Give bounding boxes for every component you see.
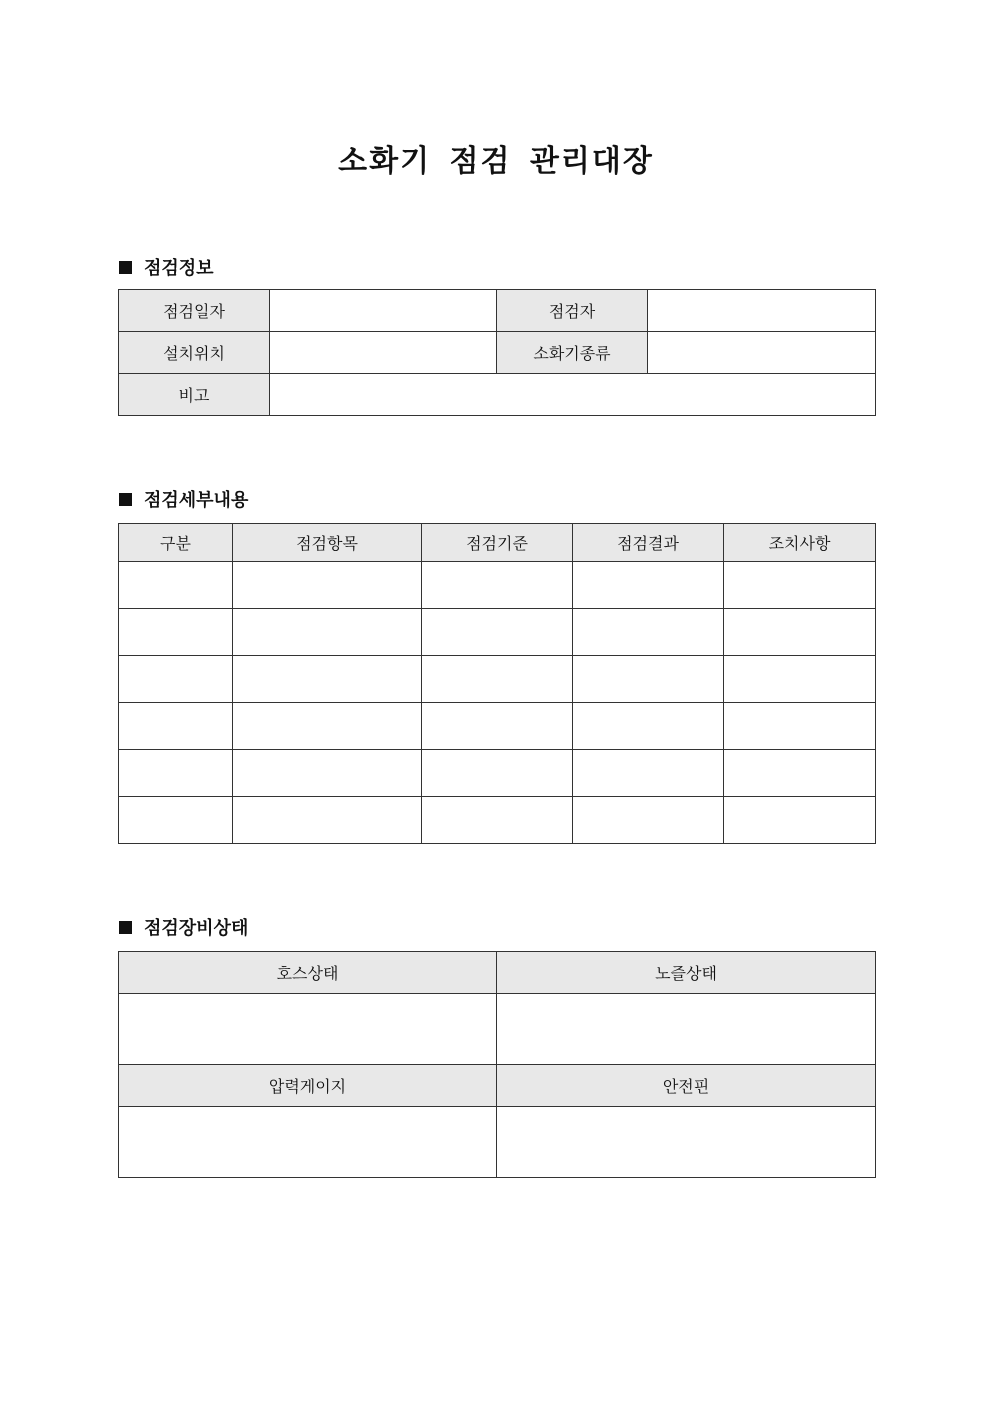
table-cell[interactable] [233, 562, 422, 609]
column-header-category: 구분 [119, 524, 233, 562]
inspection-info-table [118, 289, 876, 416]
label-inspector: 점검자 [497, 290, 648, 332]
table-cell[interactable] [233, 750, 422, 797]
table-cell[interactable] [422, 609, 573, 656]
label-extinguisher-type: 소화기종류 [497, 332, 648, 374]
table-cell[interactable] [422, 797, 573, 844]
table-cell[interactable] [724, 656, 876, 703]
table-cell[interactable] [422, 703, 573, 750]
table-row [119, 797, 876, 844]
table-cell[interactable] [573, 609, 724, 656]
table-cell[interactable] [119, 797, 233, 844]
table-cell[interactable] [119, 562, 233, 609]
table-cell[interactable] [724, 703, 876, 750]
table-cell[interactable] [119, 609, 233, 656]
label-safety-pin: 안전핀 [497, 1065, 876, 1107]
column-header-item: 점검항목 [233, 524, 422, 562]
field-pressure-gauge[interactable] [119, 1107, 497, 1178]
square-bullet-icon [119, 921, 132, 934]
column-header-action: 조치사항 [724, 524, 876, 562]
field-hose-status[interactable] [119, 994, 497, 1065]
section-heading-info-label: 점검정보 [144, 258, 214, 279]
table-cell[interactable] [233, 703, 422, 750]
inspection-detail-table [118, 523, 876, 844]
table-cell[interactable] [233, 797, 422, 844]
label-note: 비고 [119, 374, 270, 416]
section-heading-info [119, 254, 214, 280]
table-cell[interactable] [573, 562, 724, 609]
square-bullet-icon [119, 261, 132, 274]
table-cell[interactable] [119, 703, 233, 750]
table-cell[interactable] [724, 609, 876, 656]
square-bullet-icon [119, 493, 132, 506]
table-row [119, 562, 876, 609]
table-cell[interactable] [422, 562, 573, 609]
section-heading-detail-label: 점검세부내용 [144, 490, 249, 511]
table-row [119, 656, 876, 703]
section-heading-equipment [119, 914, 248, 940]
column-header-criteria: 점검기준 [422, 524, 573, 562]
table-cell[interactable] [724, 562, 876, 609]
field-nozzle-status[interactable] [497, 994, 876, 1065]
table-cell[interactable] [573, 750, 724, 797]
label-install-location: 설치위치 [119, 332, 270, 374]
field-install-location[interactable] [270, 332, 497, 374]
page-title: 소화기 점검 관리대장 [338, 144, 654, 179]
table-cell[interactable] [573, 797, 724, 844]
table-cell[interactable] [233, 656, 422, 703]
table-cell[interactable] [573, 703, 724, 750]
table-cell[interactable] [573, 656, 724, 703]
table-row [119, 750, 876, 797]
table-row [119, 609, 876, 656]
table-cell[interactable] [422, 656, 573, 703]
table-row [119, 703, 876, 750]
equipment-status-table [118, 951, 876, 1178]
field-inspection-date[interactable] [270, 290, 497, 332]
table-cell[interactable] [119, 656, 233, 703]
label-pressure-gauge: 압력게이지 [119, 1065, 497, 1107]
table-cell[interactable] [724, 750, 876, 797]
label-nozzle-status: 노즐상태 [497, 952, 876, 994]
table-cell[interactable] [233, 609, 422, 656]
table-cell[interactable] [724, 797, 876, 844]
field-safety-pin[interactable] [497, 1107, 876, 1178]
column-header-result: 점검결과 [573, 524, 724, 562]
section-heading-detail [119, 486, 248, 512]
field-inspector[interactable] [648, 290, 876, 332]
field-note[interactable] [270, 374, 876, 416]
field-extinguisher-type[interactable] [648, 332, 876, 374]
label-hose-status: 호스상태 [119, 952, 497, 994]
table-cell[interactable] [422, 750, 573, 797]
label-inspection-date: 점검일자 [119, 290, 270, 332]
table-cell[interactable] [119, 750, 233, 797]
section-heading-equipment-label: 점검장비상태 [144, 918, 249, 939]
